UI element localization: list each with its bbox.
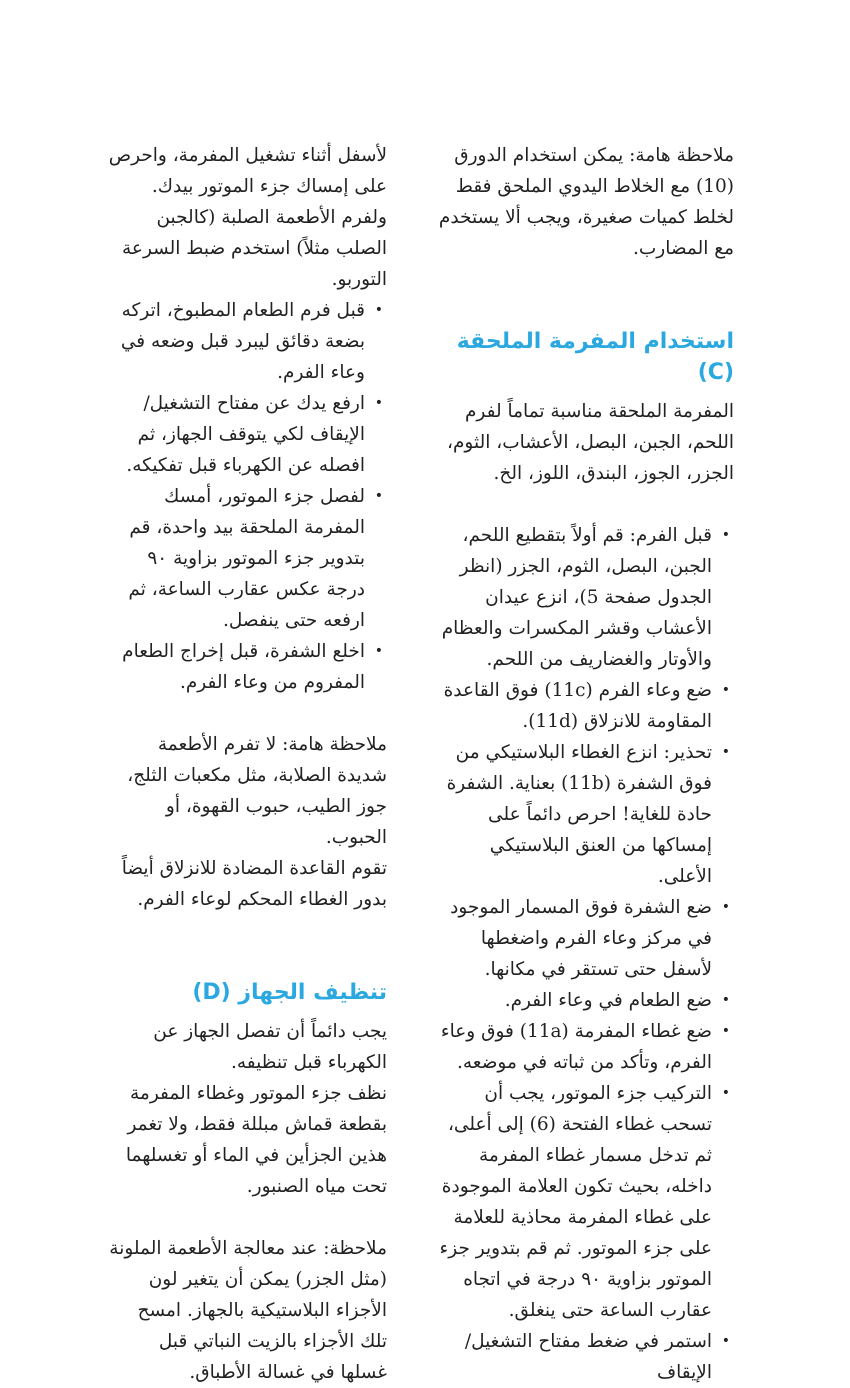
chopper-intro: المفرمة الملحقة مناسبة تماماً لفرم اللحم، الجبن، البصل، الأعشاب، الثوم، الجزر، الجوز، البندق، اللوز، الخ.	[447, 401, 734, 484]
note-base-lid: تقوم القاعدة المضادة للانزلاق أيضاً بدور الغطاء المحكم لوعاء الفرم.	[121, 858, 387, 910]
list-item: • ارفع يدك عن مفتاح التشغيل/الإيقاف لكي يتوقف الجهاز، ثم افصله عن الكهرباء قبل تفكيكه.	[107, 388, 387, 481]
note-colored-foods: ملاحظة: عند معالجة الأطعمة الملونة (مثل الجزر) يمكن أن يتغير لون الأجزاء البلاستيكية بالجهاز. امسح تلك الأجزاء بالزيت النباتي قبل غسلها في غسالة الأطباق.	[109, 1238, 387, 1383]
chopper-steps-list	[434, 520, 734, 1388]
cleaning-instructions: نظف جزء الموتور وغطاء المفرمة بقطعة قماش مبللة فقط، ولا تغمر هذين الجزأين في الماء أو تغسلهما تحت مياه الصنبور.	[125, 1083, 387, 1197]
continuation-text: لأسفل أثناء تشغيل المفرمة، واحرص على إمساك جزء الموتور بيدك. ولفرم الأطعمة الصلبة (كالجبن الصلب مثلاً) استخدم ضبط السرعة التوربو.	[108, 145, 387, 290]
cleaning-unplug: يجب دائماً أن تفصل الجهاز عن الكهرباء قبل تنظيفه.	[153, 1021, 387, 1073]
bullet-icon: •	[721, 1085, 730, 1101]
list-item: • ضع وعاء الفرم (11c) فوق القاعدة المقاومة للانزلاق (11d).	[434, 675, 734, 737]
bullet-icon: •	[374, 395, 383, 411]
bullet-icon: •	[721, 1023, 730, 1039]
list-item: • لفصل جزء الموتور، أمسك المفرمة الملحقة بيد واحدة، قم بتدوير جزء الموتور بزاوية ٩٠ درجة عكس عقارب الساعة، ثم ارفعه حتى ينفصل.	[107, 481, 387, 636]
list-item: • اخلع الشفرة، قبل إخراج الطعام المفروم من وعاء الفرم.	[107, 636, 387, 698]
bullet-icon: •	[721, 992, 730, 1008]
bullet-icon: •	[721, 899, 730, 915]
left-column	[107, 140, 387, 1388]
list-item: • ضع الطعام في وعاء الفرم.	[434, 985, 734, 1016]
bullet-icon: •	[374, 643, 383, 659]
list-item: • التركيب جزء الموتور، يجب أن تسحب غطاء الفتحة (6) إلى أعلى، ثم تدخل مسمار غطاء المفرمة داخله، بحيث تكون العلامة الموجودة على غطاء المفرمة محاذية للعلامة على جزء الموتور. ثم قم بتدوير جزء الموتور بزاوية ٩٠ درجة في اتجاه عقارب الساعة حتى ينغلق.	[434, 1078, 734, 1326]
list-item: • قبل فرم الطعام المطبوخ، اتركه بضعة دقائق ليبرد قبل وضعه في وعاء الفرم.	[107, 295, 387, 388]
chopper-steps-list-continued	[107, 295, 387, 698]
heading-chopper-usage: استخدام المفرمة الملحقة (C)	[456, 329, 734, 385]
list-item: • استمر في ضغط مفتاح التشغيل/الإيقاف	[434, 1326, 734, 1388]
bullet-icon: •	[721, 1333, 730, 1349]
list-item: • ضع الشفرة فوق المسمار الموجود في مركز وعاء الفرم واضغطها لأسفل حتى تستقر في مكانها.	[434, 892, 734, 985]
bullet-icon: •	[721, 744, 730, 760]
list-item: • ضع غطاء المفرمة (11a) فوق وعاء الفرم، وتأكد من ثباته في موضعه.	[434, 1016, 734, 1078]
list-item: • تحذير: انزع الغطاء البلاستيكي من فوق الشفرة (11b) بعناية. الشفرة حادة للغاية! احرص دائماً على إمساكها من العنق البلاستيكي الأعلى.	[434, 737, 734, 892]
bullet-icon: •	[721, 527, 730, 543]
bullet-icon: •	[374, 488, 383, 504]
heading-cleaning: تنظيف الجهاز (D)	[192, 980, 387, 1005]
note-hard-foods: ملاحظة هامة: لا تفرم الأطعمة شديدة الصلابة، مثل مكعبات الثلج، جوز الطيب، حبوب القهوة، أو الحبوب.	[127, 734, 387, 848]
bullet-icon: •	[374, 302, 383, 318]
note-pitcher: ملاحظة هامة: يمكن استخدام الدورق (10) مع الخلاط اليدوي الملحق فقط لخلط كميات صغيرة، ويجب ألا يستخدم مع المضارب.	[438, 145, 734, 259]
right-column	[434, 140, 734, 1388]
bullet-icon: •	[721, 682, 730, 698]
list-item: • قبل الفرم: قم أولاً بتقطيع اللحم، الجبن، البصل، الثوم، الجزر (انظر الجدول صفحة 5)، انزع عيدان الأعشاب وقشر المكسرات والعظام والأوتار والغضاريف من اللحم.	[434, 520, 734, 675]
